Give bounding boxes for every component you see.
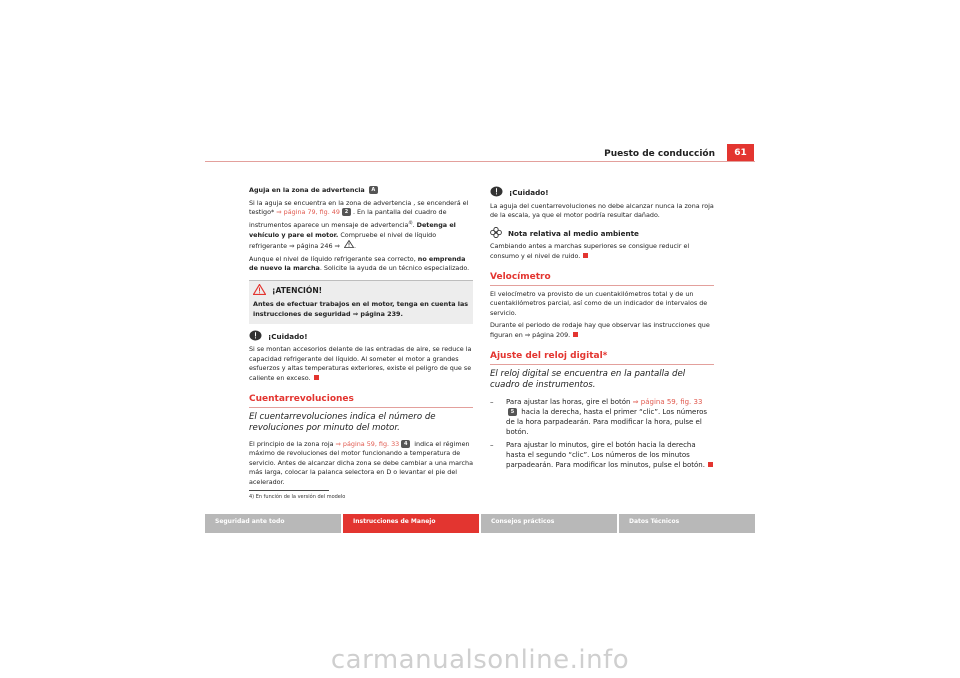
velocimetro-paragraph-1: El velocímetro va provisto de un cuentakilómetros total y de un cuentakilómetros parcial, así como de un indicador de intervalos de servicio. <box>490 289 708 317</box>
aguja-heading: Aguja en la zona de advertencia A <box>249 186 473 196</box>
footer-tab-seguridad[interactable]: Seguridad ante todo <box>205 514 341 533</box>
section-heading-reloj: Ajuste del reloj digital* <box>490 350 608 361</box>
section-divider <box>490 285 714 286</box>
nota-box <box>490 227 714 262</box>
atencion-title: ¡ATENCIÓN! <box>253 284 469 298</box>
callout-badge: A <box>369 186 378 194</box>
left-column <box>249 186 473 491</box>
end-mark-icon <box>583 253 588 258</box>
reloj-intro: El reloj digital se encuentra en la pantalla del cuadro de instrumentos. <box>490 368 686 390</box>
section-divider <box>490 364 714 365</box>
cuentarrev-intro: El cuentarrevoluciones indica el número de revoluciones por minuto del motor. <box>249 411 436 433</box>
callout-badge: 2 <box>342 208 351 216</box>
callout-badge: 5 <box>508 408 517 416</box>
warning-triangle-icon <box>344 240 354 252</box>
nota-text: Cambiando antes a marchas superiores se consigue reducir el consumo y el nivel de ruido. <box>490 242 690 260</box>
cuidado-title: ¡Cuidado! <box>249 330 473 344</box>
footnote-ref: 4) <box>408 219 413 225</box>
page-number: 61 <box>727 144 754 162</box>
page-link[interactable]: ⇒ página 79, fig. 49 <box>276 208 340 217</box>
end-mark-icon <box>708 462 713 467</box>
end-mark-icon <box>573 332 578 337</box>
aguja-paragraph-1: Si la aguja se encuentra en la zona de advertencia , se encenderá el testigo* ⇒ página 79, fig. 49 2 . En la pantalla del cuadro de instrumentos aparece un mensaje de advertencia$^{4)}$. Detenga el vehículo y pare el motor. Compruebe el nivel de líquido refrigerante ⇒ página 246 ⇒ . <box>249 198 469 250</box>
cuidado-box <box>249 330 473 384</box>
cuentarrev-paragraph: El principio de la zona roja ⇒ página 59, fig. 33 4 indica el régimen máximo de revoluciones del motor funcionando a temperatura de servicio. Antes de alcanzar dicha zona se debe cambiar a una marcha más larga, colocar la palanca selectora en D o levantar el pie del acelerador. <box>249 439 474 486</box>
exclamation-circle-icon <box>490 186 503 200</box>
watermark: carmanualsonline.info <box>330 645 630 675</box>
header-divider <box>205 161 755 162</box>
section-heading-cuentarrevoluciones: Cuentarrevoluciones <box>249 393 354 404</box>
aguja-paragraph-2: Aunque el nivel de líquido refrigerante sea correcto, no emprenda de nuevo la marcha. Solicite la ayuda de un técnico especializado. <box>249 254 470 273</box>
warning-triangle-icon <box>253 284 266 298</box>
atencion-text: Antes de efectuar trabajos en el motor, tenga en cuenta las instrucciones de seguridad ⇒ página 239. <box>253 300 469 319</box>
atencion-box <box>249 280 473 324</box>
velocimetro-paragraph-2: Durante el periodo de rodaje hay que observar las instrucciones que figuran en ⇒ página 209. <box>490 321 710 339</box>
footnote-divider <box>249 490 329 491</box>
footnote: 4) En función de la versión del modelo <box>249 494 346 500</box>
footer-tab-consejos[interactable]: Consejos prácticos <box>481 514 617 533</box>
section-divider <box>249 407 473 408</box>
cuidado-text: Si se montan accesorios delante de las entradas de aire, se reduce la capacidad refrigerante del líquido. Al someter el motor a grandes esfuerzos y altas temperaturas exteriores, existe el peligro de que se caliente en exceso. <box>249 345 472 383</box>
cuidado-box-right <box>490 186 714 221</box>
page-header-title: Puesto de conducción <box>604 149 715 159</box>
end-mark-icon <box>314 375 319 380</box>
page-link[interactable]: ⇒ página 59, fig. 33 <box>632 397 703 406</box>
callout-badge: 4 <box>401 440 410 448</box>
cuidado-title: ¡Cuidado! <box>490 186 714 200</box>
exclamation-circle-icon <box>249 330 262 344</box>
section-heading-velocimetro: Velocímetro <box>490 271 551 282</box>
list-item: – Para ajustar las horas, gire el botón ⇒ página 59, fig. 335 hacia la derecha, hasta el primer “clic”. Los números de la hora parpadearán. Para modificar la hora, pulse el botón. <box>490 397 708 436</box>
nota-title: Nota relativa al medio ambiente <box>490 227 714 241</box>
flower-icon <box>490 227 502 241</box>
footer-tab-datos[interactable]: Datos Técnicos <box>619 514 755 533</box>
right-column <box>490 186 714 473</box>
cuidado-text: La aguja del cuentarrevoluciones no debe alcanzar nunca la zona roja de la escala, ya que el motor podría resultar dañado. <box>490 201 714 220</box>
page-link[interactable]: ⇒ página 59, fig. 33 <box>335 439 400 448</box>
list-item: – Para ajustar lo minutos, gire el botón hacia la derecha hasta el segundo “clic”. Los números de los minutos parpadearán. Para modificar los minutos, pulse el botón. <box>490 440 714 470</box>
footer-tab-instrucciones[interactable]: Instrucciones de Manejo <box>343 514 479 533</box>
